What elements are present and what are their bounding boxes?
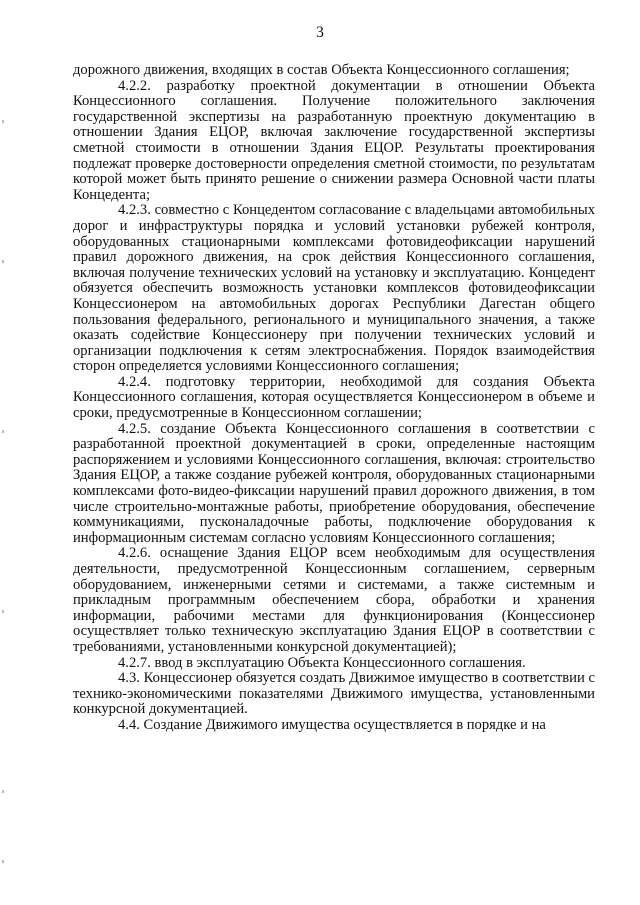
paragraph-continuation: дорожного движения, входящих в состав Объекта Концессионного соглашения; (73, 62, 570, 78)
paragraph-4-2-4: 4.2.4. подготовку территории, необходимой для создания Объекта Концессионного соглашения, которая осуществляется Концессионером в объеме и сроки, предусмотренные в Концессионном соглашении; (73, 373, 595, 422)
page-number: 3 (316, 24, 324, 41)
paragraph-4-2-3: 4.2.3. совместно с Концедентом согласование с владельцами автомобильных дорог и инфраструктуры порядка и условий установки рубежей контроля, оборудованных стационарными комплексами фотовидеофиксации нарушений правил дорожного движения, на срок действия Концессионного соглашения, включая получение технических условий на установку и эксплуатацию. Концедент обязуется обеспечить возможность установки комплексов фотовидеофиксации Концессионером на автомобильных дорогах Республики Дагестан общего пользования федерального, регионального и муниципального значения, а также оказать содействие Концессионеру при получении технических условий и организации подключения к сетям электроснабжения. Порядок взаимодействия сторон определяется условиями Концессионного соглашения; (73, 202, 595, 375)
paragraph-4-4: 4.4. Создание Движимого имущества осуществляется в порядке и на (118, 716, 546, 733)
paragraph-4-3: 4.3. Концессионер обязуется создать Движимое имущество в соответствии с технико-экономическими показателями Движимого имущества, установленными конкурсной документацией. (73, 670, 595, 718)
document-body (73, 63, 595, 734)
paragraph-4-2-6: 4.2.6. оснащение Здания ЕЦОР всем необходимым для осуществления деятельности, предусмотренной Концессионным соглашением, серверным оборудованием, инженерными сетями и системами, а также системным и прикладным программным обеспечением сбора, обработки и хранения информации, рабочими местами для функционирования (Концессионер осуществляет только техническую эксплуатацию Здания ЕЦОР в соответствии с требованиями, установленными конкурсной документацией); (73, 545, 595, 655)
scan-edge-marks (2, 0, 8, 905)
paragraph-4-2-2: 4.2.2. разработку проектной документации в отношении Объекта Концессионного соглашения. Получение положительного заключения государственной экспертизы на разработанную проектную документацию в отношении Здания ЕЦОР, включая заключение государственной экспертизы сметной стоимости в отношении Здания ЕЦОР. Результаты проектирования подлежат проверке достоверности определения сметной стоимости, по результатам которой может быть принято решение о снижении размера Основной части платы Концедента; (73, 77, 595, 203)
paragraph-4-2-7: 4.2.7. ввод в эксплуатацию Объекта Концессионного соглашения. (118, 654, 526, 671)
paragraph-4-2-5: 4.2.5. создание Объекта Концессионного соглашения в соответствии с разработанной проектной документацией в сроки, определенные настоящим распоряжением и условиями Концессионного соглашения, включая: строительство Здания ЕЦОР, а также создание рубежей контроля, оборудованных стационарными комплексами фото-видео-фиксации нарушений правил дорожного движения, в том числе строительно-монтажные работы, приобретение оборудования, обеспечение коммуникациями, пусконаладочные работы, подключение оборудования к информационным системам согласно условиям Концессионного соглашения; (73, 420, 595, 546)
